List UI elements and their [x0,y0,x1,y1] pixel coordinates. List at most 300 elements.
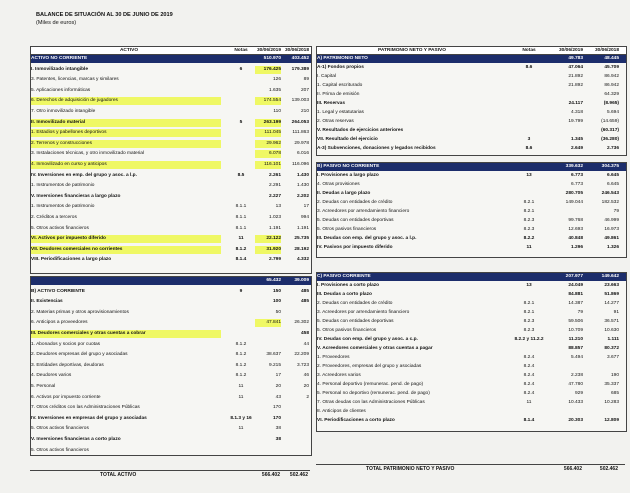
table-row [317,408,626,416]
table-row [31,108,311,116]
row-label: I. Inmovilizado intangible [31,66,89,72]
row-value-2018: 46 [303,373,309,379]
row-label: A-1) Fondos propios [317,65,364,70]
row-nota: 8.1.3 y 16 [230,415,252,421]
total-activo-label: TOTAL ACTIVO [100,472,137,478]
row-value-2019: 149.044 [565,200,583,205]
row-value-2018: 46.999 [604,218,619,223]
row-label: 1. Instrumentos de patrimonio [31,204,95,210]
row-nota: 8.2.1 [523,200,535,205]
row-label: II. Deudas a largo plazo [317,191,371,196]
row-value-2018: 6.645 [606,173,619,178]
row-value-2019: 1.296 [570,245,583,250]
table-row [31,182,311,190]
row-value-2019: 79 [577,310,583,315]
table-row [31,150,311,158]
row-value-2018: 22.209 [294,352,309,358]
row-value-2019: 24.117 [568,101,583,106]
row-label: III. Reservas [317,101,346,106]
table-row [317,127,626,135]
row-label: 4. Inmovilizado en curso y anticipos [31,161,221,169]
row-label: 3. Acreedores por arrendamiento financiero [317,209,410,214]
row-nota: 8.1.2 [235,352,247,358]
table-row [317,118,626,126]
row-value-2019: 20 [275,384,281,389]
row-value-2019: 38 [275,426,281,432]
row-value-2019: 2.649 [570,146,583,151]
table-row [31,97,311,105]
row-value-2019: 21.892 [568,83,583,88]
row-value-2019: 88.857 [568,346,583,351]
row-value-2018: 17 [303,204,309,210]
section-header-row [317,273,626,281]
table-row [317,309,626,317]
row-value-2018: 2.202 [296,193,309,199]
table-row [317,199,626,207]
row-label: ACTIVO NO CORRIENTE [31,56,88,61]
row-value-2019: 170 [272,415,281,421]
row-value-2018: 16.973 [604,227,619,232]
table-row [31,87,311,95]
table-row [31,203,311,211]
row-label: 6. Anticipos a proveedores [31,320,88,326]
total-activo-2018: 502.462 [289,472,308,478]
row-value-2019: 170 [272,405,281,411]
pasivo-no-corriente-section [316,162,627,258]
row-value-2018: 29.978 [294,140,309,146]
row-value-2019: 38 [275,437,281,442]
table-row [31,256,311,264]
row-label: 7. Otras deudas con las Administraciones Públicas [317,400,425,405]
table-row [31,298,311,306]
row-label: 4. Deudores varios [31,373,72,379]
row-value-2019: 19.799 [568,119,583,124]
row-nota: 8.2.4 [523,382,535,387]
row-nota: 11 [238,384,244,389]
row-label: I. Capital [317,74,336,79]
row-nota: 8.1.1 [235,204,247,210]
row-value-2018: 685 [610,391,619,396]
row-label: 5. Otros pasivos financieros [317,328,377,333]
row-nota: 8.2.3 [523,319,535,324]
row-label: 1. Instrumentos de patrimonio [31,183,95,189]
row-value-2019: 12.693 [568,227,583,232]
row-value-2018: 51.869 [604,292,619,297]
table-row [317,417,626,425]
row-value-2019: 6.773 [570,173,583,178]
table-row [31,246,311,254]
row-label: 1. Proveedores [317,355,350,360]
row-value-2018: 149.642 [601,274,619,279]
row-value-2019: 50 [275,309,281,315]
table-row [31,214,311,222]
table-row [317,136,626,144]
row-nota: 8.2.2 [523,236,535,241]
row-value-2018: 1.191 [296,225,309,231]
row-nota: 9 [239,288,243,294]
table-row [31,330,311,338]
table-row [317,100,626,108]
table-row [31,383,311,391]
table-row [317,226,626,234]
total-activo-2019: 566.402 [261,472,280,478]
row-value-2018: 111.863 [292,130,309,136]
table-row [317,381,626,389]
table-row [31,235,311,243]
table-row [317,399,626,407]
row-label: 5. Deudas con entidades deportivas [317,319,394,324]
notas-header: Notas [234,48,248,53]
table-row [317,291,626,299]
pasivo-header-label: PATRIMONIO NETO Y PASIVO [378,48,446,53]
table-row [317,354,626,362]
row-label: B) PASIVO NO CORRIENTE [317,164,380,169]
row-label: V. Resultados de ejercicios anteriores [317,128,404,133]
row-value-2019: 2.238 [570,373,583,378]
row-label: 1. Legal y estatutarias [317,110,364,115]
row-label: VI. Periodificaciones a corto plazo [317,418,395,423]
row-label: IV. Inversiones en empresas del grupo y asociadas [31,415,147,421]
row-label: A-3) Subvenciones, donaciones y legados recibidos [317,146,436,151]
row-label: 5. Otros activos financieros [31,225,89,231]
row-label: 3. Entidades deportivas, deudoras [31,362,104,368]
row-nota: 8.2.4 [523,355,535,360]
table-row [317,300,626,308]
row-value-2019: 5.494 [570,355,583,360]
row-value-2018: 23.663 [604,283,619,288]
row-value-2019: 176.425 [255,66,281,74]
document-subtitle: (Miles de euros) [36,20,77,26]
row-label: 3. Patentes, licencias, marcas y similares [31,77,119,83]
row-value-2019: 4.318 [570,110,583,115]
row-value-2019: 150 [272,288,281,294]
row-value-2018: 190 [610,373,619,378]
row-nota: 8.2.4 [523,391,535,396]
table-row [317,172,626,180]
row-value-2019: 21.892 [568,74,583,79]
table-row [317,318,626,326]
pasivo-corriente-section [316,272,627,432]
row-value-2018: (8.965) [603,101,619,106]
row-value-2019: 99.768 [568,218,583,223]
row-label: VII. Resultado del ejercicio [317,137,378,142]
row-label: 5. Personal no deportivo (remunerac. pend. de pago) [317,391,430,396]
row-label: IV. Inversiones en emp. del grupo y asoc. a l.p. [31,172,137,178]
row-value-2019: 17 [275,373,281,379]
row-value-2018: 49.861 [604,236,619,241]
row-value-2019: 24.049 [568,283,583,288]
table-row [317,181,626,189]
row-value-2019: 10.709 [568,328,583,333]
table-row [317,208,626,216]
table-row [31,76,311,84]
row-label: 5. Personal [31,384,56,389]
row-value-2019: 13 [275,204,281,210]
row-value-2019: 510.970 [263,56,281,61]
row-value-2019: 100 [272,299,281,305]
row-value-2019: 110 [273,109,281,114]
notas-header: Notas [522,48,536,53]
row-value-2019: 59.506 [568,319,583,324]
activo-no-corriente-section [30,54,312,274]
row-value-2019: 174.554 [255,97,281,105]
total-pasivo-row [316,464,625,473]
total-pasivo-label: TOTAL PATRIMONIO NETO Y PASIVO [366,466,455,472]
row-nota: 11 [238,236,244,242]
table-row [31,425,311,433]
table-row [31,341,311,349]
row-value-2019: 47.064 [568,65,583,70]
row-value-2018: (36.280) [601,137,619,142]
year-2019-header: 30/06/2019 [256,48,281,53]
row-label: C) PASIVO CORRIENTE [317,274,371,279]
row-value-2019: 49.783 [568,56,583,61]
section-header-row [317,163,626,171]
row-nota: 8.1.2 [235,373,247,379]
row-value-2018: 6.645 [606,182,619,187]
table-row [31,66,311,74]
row-value-2018: 116.096 [292,162,309,167]
year-2019-header: 30/06/2019 [558,48,583,53]
row-label: 3. Acreedores por arrendamiento financiero [317,310,410,315]
row-value-2018: 182.532 [601,200,619,205]
row-value-2019: 38.637 [266,352,281,358]
row-value-2019: 280.705 [565,191,583,196]
row-value-2019: 2.291 [268,183,281,189]
row-value-2018: 79 [613,209,619,214]
row-label: 8. Anticipos de clientes [317,409,366,414]
row-label: I. Provisiones a largo plazo [317,173,379,178]
year-2018-header: 30/06/2018 [284,48,309,53]
row-value-2019: 29.962 [255,140,281,148]
row-nota: 8.1.2 [235,246,247,252]
row-value-2019: 47.841 [255,319,281,327]
row-value-2019: 31.920 [255,246,281,254]
row-label: 2. Deudas con entidades de crédito [317,200,393,205]
row-label: 6. Activos por impuesto corriente [31,394,101,400]
row-value-2018: 264.053 [291,119,309,125]
row-label: 1. Estadios y pabellones deportivos [31,129,221,137]
row-value-2019: 43 [275,394,281,400]
table-row [31,415,311,423]
table-row [317,363,626,371]
row-label: II. Existencias [31,299,63,305]
row-value-2018: 210 [300,109,309,114]
section-header-row [31,277,311,285]
row-nota: 8.2.1 [523,209,535,214]
row-value-2018: 994 [300,215,309,220]
row-nota: 8.2.3 [523,218,535,223]
row-value-2018: 10.283 [604,400,619,405]
table-row [31,319,311,327]
activo-header-label: ACTIVO [119,48,139,53]
table-row [317,345,626,353]
row-nota: 8.6 [525,146,533,151]
table-row [31,288,311,296]
row-value-2018: 246.543 [601,191,619,196]
row-nota: 8.2.1 [523,310,535,315]
row-value-2018: 12.809 [604,418,619,423]
row-value-2019: 47.780 [568,382,583,387]
row-value-2018: 458 [300,331,309,336]
row-value-2018: 2.736 [606,146,619,151]
document-title: BALANCE DE SITUACIÓN AL 30 DE JUNIO DE 2019 [36,12,173,18]
row-label: A) PATRIMONIO NETO [317,56,368,61]
table-row [31,119,311,127]
row-label: 5. Deudas con entidades deportivas [317,218,394,223]
row-nota: 8.2.1 [523,301,535,306]
row-value-2019: 116.101 [255,161,281,169]
table-row [31,351,311,359]
table-row [317,73,626,81]
section-header-row [317,55,626,63]
row-value-2019: 929 [574,391,583,396]
row-label: V. Inversiones financieras a largo plazo [31,193,121,199]
row-label: 4. Otras provisiones [317,182,360,187]
row-value-2018: 1.430 [296,183,309,189]
row-value-2019: 2.799 [268,257,281,263]
row-label: VIII. Periodificaciones a largo plazo [31,257,112,263]
row-value-2018: (14.659) [601,119,619,124]
row-label: 1. Capital escriturado [317,83,363,88]
row-value-2019: 2.227 [268,193,281,199]
row-nota: 13 [526,283,532,288]
row-nota: 3 [527,137,531,142]
table-row [31,309,311,317]
row-nota: 8.1.2 [235,341,247,347]
row-label: 2. Materias primas y otros aprovisionamientos [31,309,129,315]
row-nota: 8.1.4 [235,257,247,263]
row-value-2018: 86.942 [604,74,619,79]
row-value-2018: 485 [300,299,309,305]
row-label: V. Inversiones financieras a corto plazo [31,437,121,442]
row-value-2018: 45.709 [604,65,619,70]
row-value-2018: 304.375 [601,164,619,169]
table-row [317,190,626,198]
row-value-2018: 10.630 [604,328,619,333]
table-row [317,64,626,72]
row-label: III. Deudores comerciales y otras cuentas a cobrar [31,330,221,338]
table-row [317,235,626,243]
row-value-2019: 84.881 [568,292,583,297]
row-label: 5. Otros activos financieros [31,447,89,453]
row-value-2019: 14.387 [568,301,583,306]
row-value-2018: 403.452 [291,56,309,61]
row-label: IV. Pasivos por impuesto diferido [317,245,393,250]
row-label: I. Provisiones a corto plazo [317,283,380,288]
row-value-2018: 5.694 [606,110,619,115]
table-row [31,129,311,137]
table-row [317,82,626,90]
row-nota: 13 [526,173,532,178]
row-value-2018: 36.571 [604,319,619,324]
row-label: VII. Deudores comerciales no corrientes [31,246,221,254]
row-label: IV. Deudas con emp. del grupo y asoc. a c.p. [317,337,418,342]
table-row [317,336,626,344]
table-row [31,172,311,180]
row-value-2019: 1.345 [570,137,583,142]
table-row [317,390,626,398]
row-value-2018: 4.332 [296,257,309,263]
row-label: 2. Proveedores, empresas del grupo y asociadas [317,364,422,369]
row-nota: 8.1.1 [235,215,247,220]
row-value-2018: 6.016 [296,151,309,157]
row-nota: 11 [526,400,532,405]
row-value-2019: 10.433 [568,400,583,405]
row-label: III. Deudas con emp. del grupo y asoc. a l.p. [317,236,417,241]
row-value-2019: 1.635 [268,87,281,93]
table-row [31,225,311,233]
row-value-2019: 2.261 [268,172,281,178]
row-value-2018: 139.003 [291,98,309,104]
table-row [317,327,626,335]
row-value-2018: 3.723 [296,362,309,368]
row-value-2019: 65.432 [266,278,281,283]
row-nota: 11 [238,394,244,400]
row-value-2019: 11.210 [568,337,583,342]
row-value-2018: 89 [303,77,309,83]
row-value-2019: 207.977 [565,274,583,279]
row-value-2019: 1.023 [268,215,281,220]
table-row [31,394,311,402]
row-nota: 6 [239,66,243,72]
table-row [317,109,626,117]
row-value-2018: 64.329 [604,92,619,97]
table-row [31,404,311,412]
row-value-2018: 1.326 [606,245,619,250]
row-value-2019: 6.078 [255,150,281,158]
row-nota: 5 [239,119,243,125]
row-label: II. Prima de emisión [317,92,360,97]
row-value-2018: 25.735 [294,236,309,242]
row-value-2018: 207 [300,87,309,93]
table-row [317,372,626,380]
row-value-2018: 44 [303,341,309,347]
row-value-2018: 48.445 [604,56,619,61]
total-activo-row [30,470,310,479]
year-2018-header: 30/06/2018 [594,48,619,53]
row-label: 6. Derechos de adquisición de jugadores [31,97,221,105]
table-row [31,161,311,169]
row-value-2018: 35.337 [604,382,619,387]
row-label: VI. Activos por impuesto diferido [31,235,221,243]
table-row [31,372,311,380]
row-nota: 8.2.3 [523,227,535,232]
row-value-2019: 339.632 [565,164,583,169]
patrimonio-neto-section [316,54,627,156]
row-label: 2. Deudas con entidades de crédito [317,301,393,306]
row-nota: 8.2.2 y 11.2.2 [514,337,544,342]
row-label: 2. Otras reservas [317,119,354,124]
row-label: 7. Otros créditos con las Administraciones Públicas [31,405,140,411]
row-label: 7. Otro inmovilizado intangible [31,109,96,114]
row-value-2018: 485 [300,288,309,294]
row-value-2019: 40.848 [568,236,583,241]
row-value-2018: 2 [306,394,309,400]
table-row [317,145,626,153]
row-nota: 11 [238,426,244,432]
section-header-row [31,55,311,63]
row-label: 5. Aplicaciones informáticas [31,87,91,93]
row-value-2019: 111.045 [255,129,281,137]
activo-corriente-section [30,276,312,456]
table-row [31,140,311,148]
row-nota: 8.2.4 [523,364,535,369]
row-value-2018: 80.372 [604,346,619,351]
row-value-2019: 126 [272,77,281,83]
row-label: 3. Instalaciones técnicas, y otro inmovilizado material [31,151,145,157]
row-value-2018: 86.942 [604,83,619,88]
